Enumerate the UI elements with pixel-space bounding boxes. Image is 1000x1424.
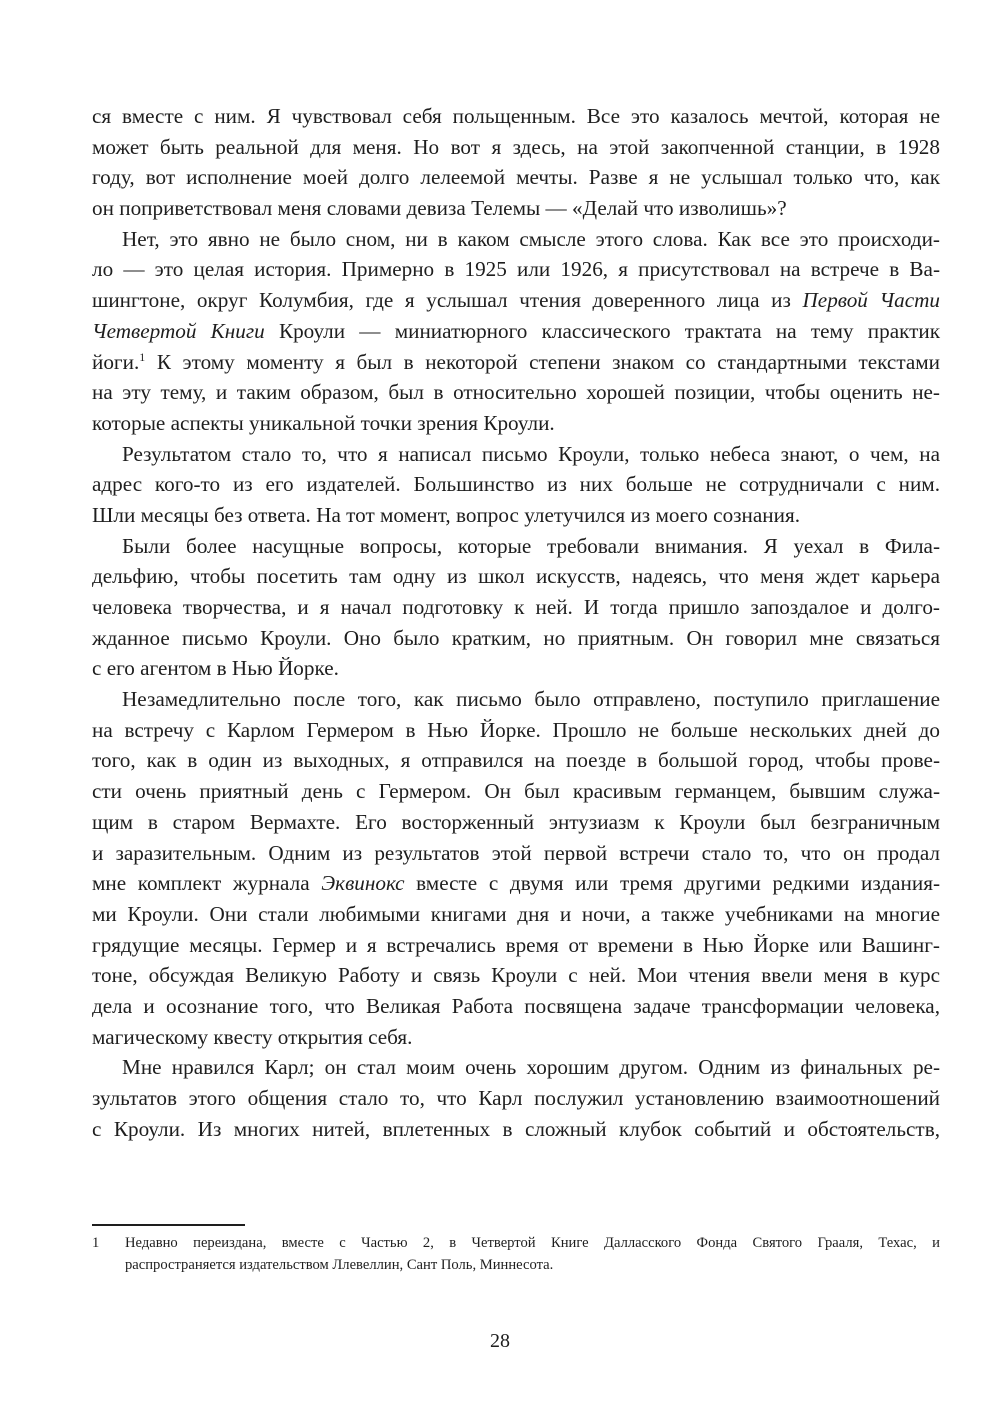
text-line	[92, 285, 940, 316]
text-line: сти очень приятный день с Гермером. Он был красивым германцем, бывшим служа-	[92, 779, 940, 804]
footnote	[92, 1232, 940, 1276]
text-line	[92, 868, 940, 899]
text-line: Мне нравился Карл; он стал моим очень хорошим другом. Одним из финальных ре-	[122, 1055, 940, 1080]
text-line: Незамедлительно после того, как письмо было отправлено, поступило приглашение	[122, 687, 940, 712]
footnote-text	[125, 1232, 940, 1276]
text-line: с его агентом в Нью Йорке.	[92, 656, 339, 681]
footnote-line: распространяется издательством Ллевеллин, Сант Поль, Миннесота.	[125, 1257, 554, 1273]
text-line: может быть реальной для меня. Но вот я здесь, на этой закопченной станции, в 1928	[92, 134, 940, 159]
text-line: Результатом стало то, что я написал письмо Кроули, только небеса знают, о чем, на	[122, 441, 940, 466]
text-line: которые аспекты уникальной точки зрения Кроули.	[92, 410, 555, 435]
text-line: магическому квесту открытия себя.	[92, 1024, 413, 1049]
text-line: тоне, обсуждая Великую Работу и связь Кроули с ней. Мои чтения ввели меня в курс	[92, 963, 940, 988]
text-line: дела и осознание того, что Великая Работа посвящена задаче трансформации человека,	[92, 993, 940, 1018]
text-line: ся вместе с ним. Я чувствовал себя польщенным. Все это казалось мечтой, которая не	[92, 104, 940, 128]
paragraph-1	[92, 101, 940, 224]
italic-title: Четвертой Книги	[92, 318, 265, 343]
text-line: дельфию, чтобы посетить там одну из школ искусств, надеясь, что меня ждет карьера	[92, 564, 940, 589]
text-line: Шли месяцы без ответа. На тот момент, вопрос улетучился из моего сознания.	[92, 502, 800, 527]
text-line: Были более насущные вопросы, которые требовали внимания. Я уехал в Фила-	[122, 533, 940, 558]
text-line: жданное письмо Кроули. Оно было кратким, но приятным. Он говорил мне связаться	[92, 625, 940, 650]
text-line: адрес кого-то из его издателей. Большинство из них больше не сотрудничали с ним.	[92, 472, 940, 497]
text-line: грядущие месяцы. Гермер и я встречались время от времени в Нью Йорке или Вашинг-	[92, 932, 940, 957]
italic-title: Первой Части	[802, 288, 940, 313]
paragraph-2	[92, 224, 940, 439]
paragraph-6	[92, 1052, 940, 1144]
text-line: он поприветствовал меня словами девиза Телемы — «Делай что изволишь»?	[92, 196, 787, 221]
text-line	[92, 316, 940, 347]
page-body	[92, 101, 940, 1144]
text-line: ло — это целая история. Примерно в 1925 или 1926, я присутствовал на встрече в Ва-	[92, 257, 940, 282]
text-line: на встречу с Карлом Гермером в Нью Йорке. Прошло не больше нескольких дней до	[92, 717, 940, 742]
text-segment: К этому моменту я был в некоторой степени знаком со стандартными текстами	[156, 349, 941, 374]
text-line: ми Кроули. Они стали любимыми книгами дня и ночи, а также учебниками на многие	[92, 901, 940, 926]
text-line: году, вот исполнение моей долго лелеемой мечты. Разве я не услышал только что, как	[92, 165, 940, 190]
footnote-reference[interactable]: 1	[139, 349, 146, 364]
text-segment: йоги.	[92, 349, 140, 374]
footnote-number: 1	[92, 1235, 100, 1251]
text-line: и заразительным. Одним из результатов этой первой встречи стало то, что он продал	[92, 840, 940, 865]
text-line: того, как в один из выходных, я отправился на поезде в большой город, чтобы прове-	[92, 748, 940, 773]
text-line	[92, 347, 940, 378]
paragraph-4	[92, 531, 940, 684]
text-segment: вместе с двумя или тремя другими редкими издания-	[416, 871, 941, 896]
text-line: Нет, это явно не было сном, ни в каком смысле этого слова. Как все это происходи-	[122, 226, 940, 251]
text-line: щим в старом Вермахте. Его восторженный энтузиазм к Кроули был безграничным	[92, 809, 940, 834]
italic-title: Эквинокс	[321, 871, 405, 896]
text-line: человека творчества, и я начал подготовку к ней. И тогда пришло запоздалое и долго-	[92, 595, 940, 619]
text-segment: Кроули — миниатюрного классического трактата на тему практик	[278, 318, 941, 343]
paragraph-3	[92, 439, 940, 531]
footnote-divider	[92, 1224, 245, 1226]
text-segment: мне комплект журнала	[92, 871, 322, 896]
text-line: зультатов этого общения стало то, что Карл послужил установлению взаимоотношений	[92, 1086, 940, 1110]
text-line: с Кроули. Из многих нитей, вплетенных в сложный клубок событий и обстоятельств,	[92, 1116, 940, 1141]
text-segment: шингтоне, округ Колумбия, где я услышал чтения доверенного лица из	[92, 288, 803, 313]
page-number: 28	[490, 1330, 510, 1352]
paragraph-5	[92, 684, 940, 1052]
text-line: на эту тему, и таким образом, был в относительно хорошей позиции, чтобы оценить не-	[92, 380, 940, 405]
footnote-line: Недавно переиздана, вместе с Частью 2, в Четвертой Книге Далласского Фонда Святого Грааля, Техас, и	[125, 1235, 940, 1251]
